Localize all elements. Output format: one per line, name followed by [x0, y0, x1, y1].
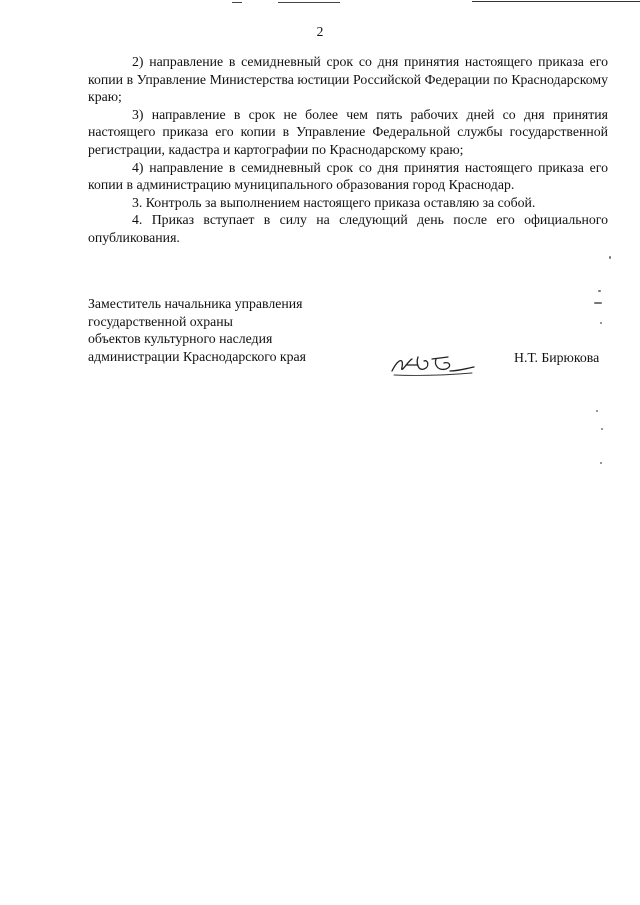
scan-speck — [598, 290, 601, 292]
paragraph: 4. Приказ вступает в силу на следующий день после его официального опубликования. — [88, 212, 608, 245]
signer-position-line: администрации Краснодарского края — [88, 348, 307, 364]
signer-name: Н.Т. Бирюкова — [514, 350, 600, 365]
handwritten-signature — [388, 349, 478, 379]
signer-position-line: объектов культурного наследия — [88, 331, 273, 347]
document-body — [88, 53, 608, 247]
scan-speck — [601, 428, 603, 430]
scan-speck — [596, 410, 598, 412]
scan-artifact-line — [472, 1, 640, 2]
paragraph: 3) направление в срок не более чем пять рабочих дней со дня принятия настоящего приказа его копии в Управление Федеральной службы государственной регистрации, кадастра и картографии по Краснодарскому краю; — [88, 106, 608, 157]
paragraph: 4) направление в семидневный срок со дня принятия настоящего приказа его копии в администрацию муниципального образования город Краснодар. — [88, 159, 608, 193]
scan-speck — [600, 462, 602, 464]
signature-block — [88, 295, 608, 385]
signer-position-line: государственной охраны — [88, 313, 233, 329]
scan-artifact-line — [278, 2, 340, 3]
scan-artifact-line — [232, 2, 242, 3]
scan-speck — [594, 302, 602, 304]
signer-position — [88, 295, 306, 365]
scan-speck — [609, 256, 611, 259]
page-number: 2 — [316, 24, 324, 39]
paragraph: 3. Контроль за выполнением настоящего приказа оставляю за собой. — [132, 194, 536, 210]
paragraph: 2) направление в семидневный срок со дня принятия настоящего приказа его копии в Управление Министерства юстиции Российской Федерации по Краснодарскому краю; — [88, 54, 608, 105]
signer-position-line: Заместитель начальника управления — [88, 296, 303, 311]
scan-speck — [600, 322, 602, 324]
